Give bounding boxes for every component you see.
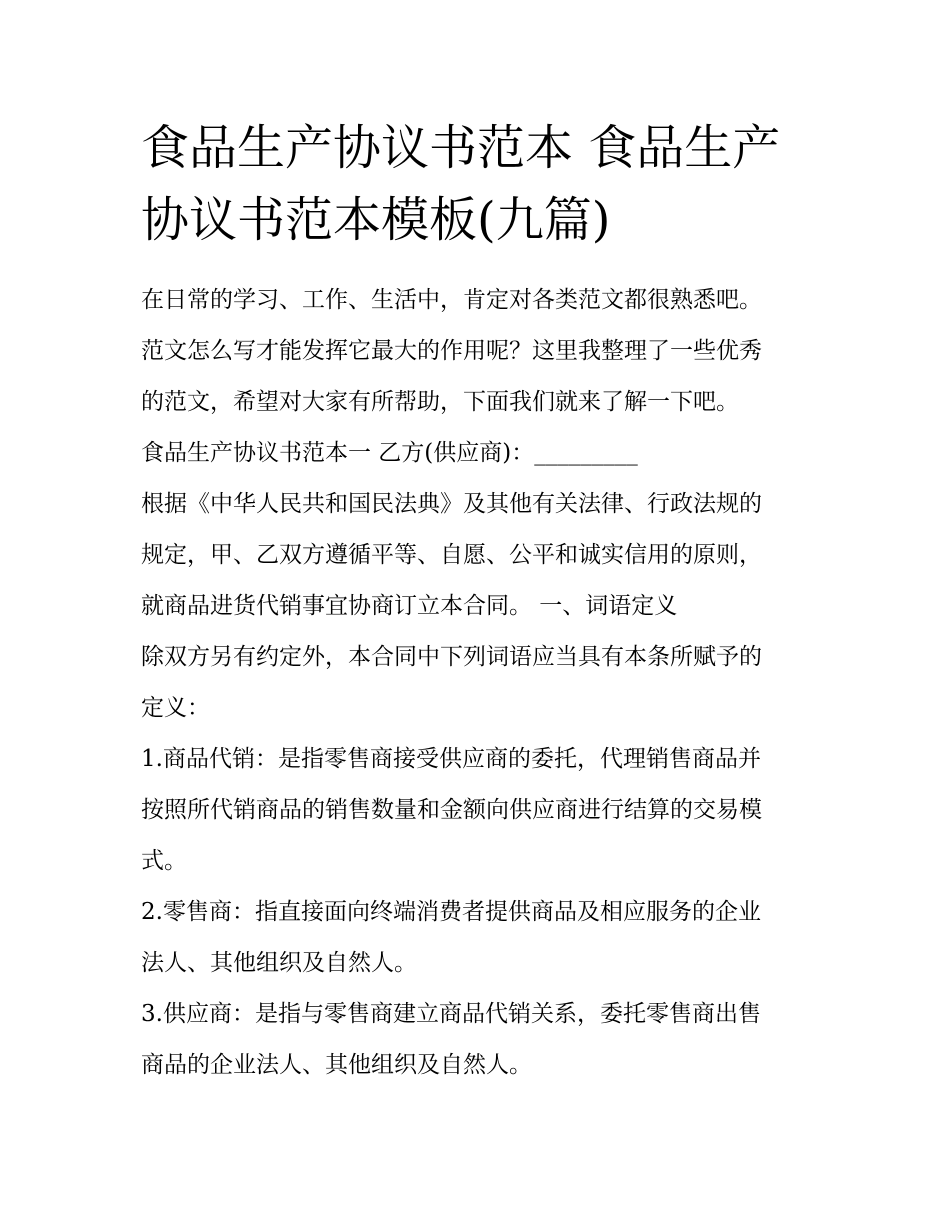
body-line: 定义： bbox=[141, 695, 210, 721]
document-body bbox=[141, 275, 831, 1091]
body-line: 范文怎么写才能发挥它最大的作用呢？这里我整理了一些优秀 bbox=[141, 338, 762, 364]
body-line: 1.商品代销：是指零售商接受供应商的委托，代理销售商品并 bbox=[141, 746, 761, 772]
body-line: 法人、其他组织及自然人。 bbox=[141, 950, 417, 976]
body-line: 式。 bbox=[141, 848, 187, 874]
body-line: 在日常的学习、工作、生活中，肯定对各类范文都很熟悉吧。 bbox=[141, 287, 762, 313]
body-line: 的范文，希望对大家有所帮助，下面我们就来了解一下吧。 bbox=[141, 389, 739, 415]
body-line: 3.供应商：是指与零售商建立商品代销关系，委托零售商出售 bbox=[141, 1001, 761, 1027]
body-line: 2.零售商：指直接面向终端消费者提供商品及相应服务的企业 bbox=[141, 899, 761, 925]
document-title: 食品生产协议书范本 食品生产协议书范本模板(九篇) bbox=[141, 120, 781, 248]
body-line: 规定，甲、乙双方遵循平等、自愿、公平和诚实信用的原则， bbox=[141, 542, 762, 568]
body-line: 除双方另有约定外，本合同中下列词语应当具有本条所赋予的 bbox=[141, 644, 762, 670]
body-line: 根据《中华人民共和国民法典》及其他有关法律、行政法规的 bbox=[141, 491, 762, 517]
body-line: 商品的企业法人、其他组织及自然人。 bbox=[141, 1052, 532, 1078]
body-line: 按照所代销商品的销售数量和金额向供应商进行结算的交易模 bbox=[141, 797, 762, 823]
body-line: 食品生产协议书范本一 乙方(供应商)：_________ bbox=[141, 440, 638, 466]
body-line: 就商品进货代销事宜协商订立本合同。 一、词语定义 bbox=[141, 593, 678, 619]
